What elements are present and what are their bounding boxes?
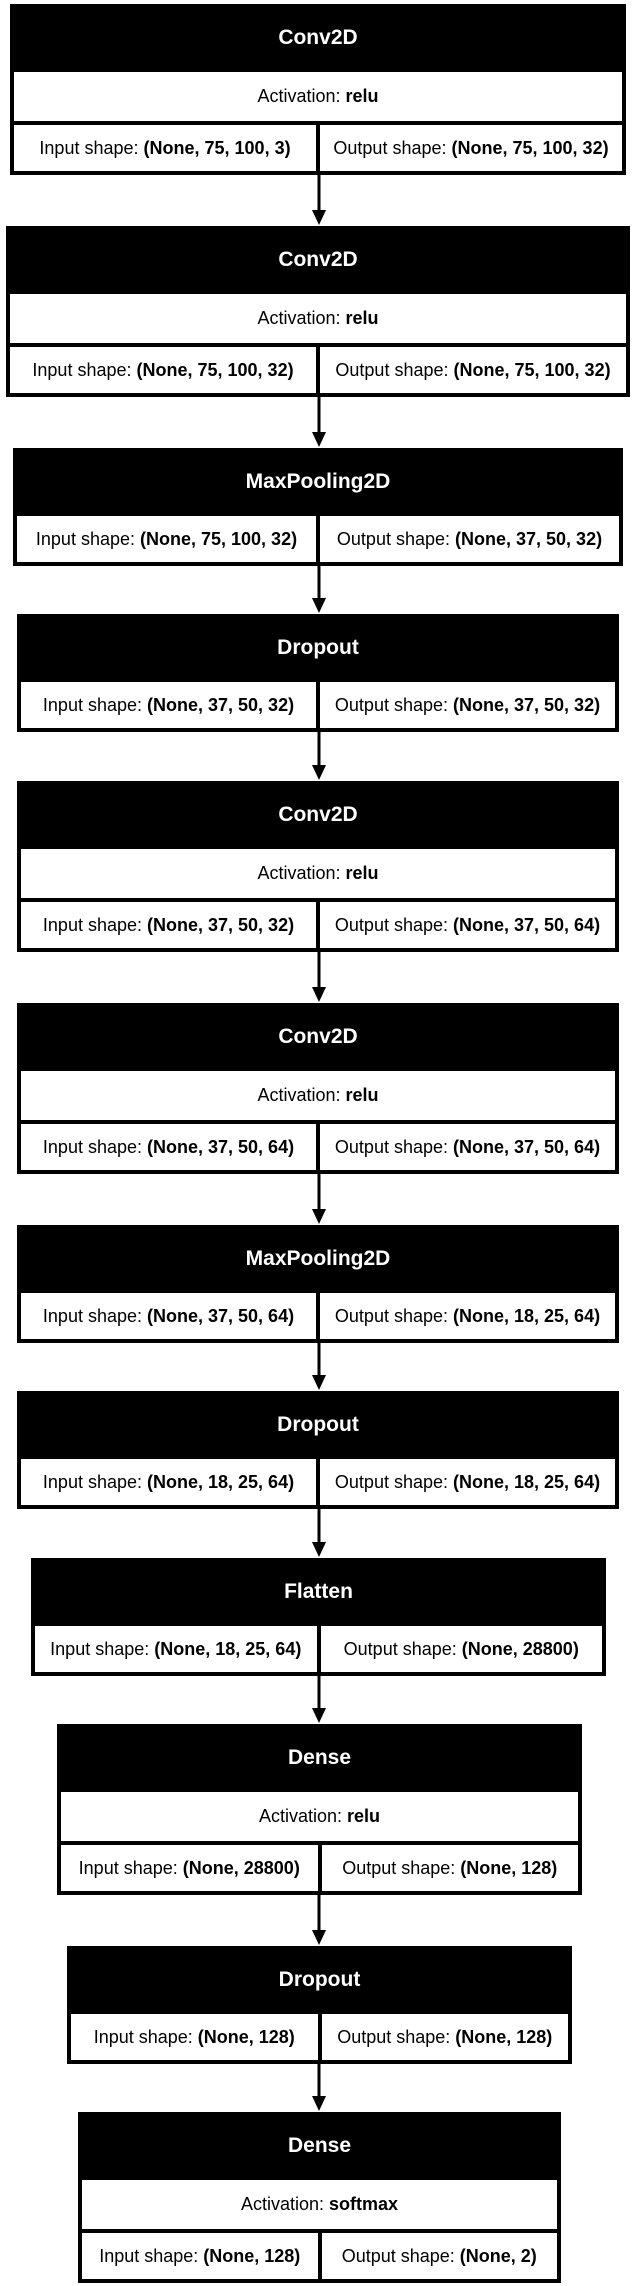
shape-row	[61, 1841, 578, 1891]
input-shape-label: Input shape:	[99, 2245, 199, 2266]
input-shape-cell	[21, 1459, 316, 1505]
input-shape-cell	[21, 1124, 316, 1170]
input-shape-label: Input shape:	[42, 914, 143, 935]
connector-arrow	[312, 1895, 326, 1945]
output-shape-value: (None, 37, 50, 32)	[455, 528, 603, 549]
output-shape-value: (None, 37, 50, 64)	[453, 914, 601, 935]
shape-row	[21, 678, 615, 728]
input-shape-cell	[21, 1293, 316, 1339]
layer-title: Dense	[61, 1728, 578, 1788]
output-shape-value: (None, 37, 50, 64)	[453, 1136, 601, 1157]
arrow-head	[312, 1375, 326, 1390]
layer-box	[78, 2112, 561, 2283]
layer-box	[17, 781, 619, 952]
output-shape-label: Output shape:	[334, 1136, 449, 1157]
input-shape-label: Input shape:	[42, 1305, 143, 1326]
layer-box	[17, 1003, 619, 1174]
input-shape-cell	[21, 682, 316, 728]
connector-arrow	[312, 397, 326, 447]
shape-row	[82, 2229, 557, 2279]
activation-label: Activation:	[258, 1806, 343, 1826]
layer-box	[67, 1946, 572, 2064]
activation-label: Activation:	[257, 863, 341, 883]
output-shape-label: Output shape:	[333, 137, 447, 158]
layer-title: Flatten	[35, 1562, 602, 1622]
output-shape-cell	[316, 347, 626, 393]
output-shape-value: (None, 2)	[459, 2245, 537, 2266]
connector-arrow	[312, 1676, 326, 1723]
connector-arrow	[312, 1343, 326, 1390]
arrow-head	[312, 765, 326, 780]
connector-arrow	[312, 566, 326, 613]
arrow-head	[312, 432, 326, 447]
input-shape-label: Input shape:	[42, 1136, 143, 1157]
input-shape-label: Input shape:	[42, 1471, 143, 1492]
input-shape-label: Input shape:	[50, 1638, 150, 1659]
input-shape-cell	[82, 2233, 318, 2279]
layer-title: Conv2D	[14, 8, 622, 68]
shape-row	[35, 1622, 602, 1672]
layer-title: Dropout	[71, 1950, 568, 2010]
arrow-head	[312, 1930, 326, 1945]
arrow-head	[312, 987, 326, 1002]
layer-box	[17, 614, 619, 732]
input-shape-cell	[35, 1626, 317, 1672]
input-shape-value: (None, 128)	[197, 2026, 295, 2047]
output-shape-label: Output shape:	[336, 528, 451, 549]
activation-label: Activation:	[257, 308, 341, 328]
input-shape-cell	[21, 902, 316, 948]
activation-label: Activation:	[257, 1085, 341, 1105]
arrow-head	[312, 1542, 326, 1557]
activation-row	[14, 68, 622, 121]
layer-title: Conv2D	[10, 230, 626, 290]
shape-row	[17, 512, 619, 562]
connector-arrow	[312, 2064, 326, 2111]
output-shape-value: (None, 28800)	[461, 1638, 579, 1659]
activation-value: relu	[345, 1085, 379, 1105]
output-shape-cell	[316, 1124, 615, 1170]
connector-arrow	[312, 1174, 326, 1224]
connector-arrow	[312, 952, 326, 1002]
input-shape-cell	[17, 516, 316, 562]
input-shape-value: (None, 37, 50, 64)	[147, 1305, 295, 1326]
output-shape-value: (None, 37, 50, 32)	[453, 694, 601, 715]
connector-arrow	[312, 175, 326, 225]
output-shape-cell	[316, 125, 622, 171]
arrow-head	[312, 1209, 326, 1224]
activation-row	[21, 1067, 615, 1120]
output-shape-value: (None, 18, 25, 64)	[453, 1471, 601, 1492]
activation-value: relu	[345, 86, 379, 106]
input-shape-value: (None, 75, 100, 32)	[136, 359, 294, 380]
input-shape-cell	[14, 125, 316, 171]
layer-box	[17, 1391, 619, 1509]
output-shape-cell	[316, 516, 619, 562]
activation-row	[82, 2176, 557, 2229]
output-shape-label: Output shape:	[342, 1857, 456, 1878]
input-shape-label: Input shape:	[93, 2026, 193, 2047]
arrow-head	[312, 2096, 326, 2111]
output-shape-label: Output shape:	[335, 359, 449, 380]
layer-box	[10, 4, 626, 175]
input-shape-cell	[10, 347, 316, 393]
input-shape-cell	[71, 2014, 318, 2060]
arrow-head	[312, 210, 326, 225]
output-shape-value: (None, 75, 100, 32)	[453, 359, 611, 380]
activation-value: softmax	[329, 2194, 399, 2214]
activation-row	[10, 290, 626, 343]
input-shape-value: (None, 18, 25, 64)	[147, 1471, 295, 1492]
layer-box	[31, 1558, 606, 1676]
input-shape-value: (None, 37, 50, 32)	[147, 914, 295, 935]
output-shape-cell	[318, 1845, 579, 1891]
activation-label: Activation:	[240, 2194, 324, 2214]
input-shape-value: (None, 37, 50, 64)	[147, 1136, 295, 1157]
layer-title: Conv2D	[21, 785, 615, 845]
activation-row	[61, 1788, 578, 1841]
output-shape-cell	[318, 2014, 569, 2060]
output-shape-cell	[317, 1626, 603, 1672]
shape-row	[21, 1120, 615, 1170]
activation-value: relu	[345, 308, 379, 328]
shape-row	[10, 343, 626, 393]
arrow-head	[312, 1708, 326, 1723]
shape-row	[21, 1455, 615, 1505]
output-shape-cell	[316, 682, 615, 728]
layer-title: Dropout	[21, 1395, 615, 1455]
layer-title: Dense	[82, 2116, 557, 2176]
arrow-head	[312, 598, 326, 613]
layer-title: MaxPooling2D	[21, 1229, 615, 1289]
output-shape-value: (None, 75, 100, 32)	[451, 137, 609, 158]
input-shape-label: Input shape:	[32, 359, 132, 380]
output-shape-label: Output shape:	[334, 694, 449, 715]
shape-row	[21, 898, 615, 948]
input-shape-label: Input shape:	[42, 694, 143, 715]
layer-box	[57, 1724, 582, 1895]
input-shape-value: (None, 128)	[203, 2245, 301, 2266]
input-shape-value: (None, 18, 25, 64)	[154, 1638, 302, 1659]
activation-row	[21, 845, 615, 898]
output-shape-cell	[318, 2233, 558, 2279]
activation-value: relu	[345, 863, 379, 883]
connector-arrow	[312, 1509, 326, 1557]
layer-box	[17, 1225, 619, 1343]
activation-value: relu	[347, 1806, 381, 1826]
shape-row	[71, 2010, 568, 2060]
layer-box	[6, 226, 630, 397]
input-shape-value: (None, 28800)	[182, 1857, 300, 1878]
output-shape-label: Output shape:	[334, 1471, 449, 1492]
shape-row	[21, 1289, 615, 1339]
connector-arrow	[312, 732, 326, 780]
input-shape-cell	[61, 1845, 318, 1891]
input-shape-value: (None, 37, 50, 32)	[147, 694, 295, 715]
output-shape-value: (None, 18, 25, 64)	[453, 1305, 601, 1326]
layer-title: Dropout	[21, 618, 615, 678]
output-shape-value: (None, 128)	[460, 1857, 558, 1878]
input-shape-value: (None, 75, 100, 32)	[140, 528, 298, 549]
output-shape-label: Output shape:	[343, 1638, 457, 1659]
layer-box	[13, 448, 623, 566]
output-shape-label: Output shape:	[334, 1305, 449, 1326]
shape-row	[14, 121, 622, 171]
output-shape-label: Output shape:	[337, 2026, 451, 2047]
output-shape-cell	[316, 1293, 615, 1339]
input-shape-label: Input shape:	[35, 528, 135, 549]
input-shape-value: (None, 75, 100, 3)	[143, 137, 291, 158]
output-shape-label: Output shape:	[334, 914, 449, 935]
input-shape-label: Input shape:	[39, 137, 139, 158]
output-shape-value: (None, 128)	[455, 2026, 553, 2047]
layer-title: MaxPooling2D	[17, 452, 619, 512]
layer-title: Conv2D	[21, 1007, 615, 1067]
input-shape-label: Input shape:	[78, 1857, 178, 1878]
output-shape-cell	[316, 1459, 615, 1505]
activation-label: Activation:	[257, 86, 341, 106]
output-shape-cell	[316, 902, 615, 948]
output-shape-label: Output shape:	[341, 2245, 455, 2266]
